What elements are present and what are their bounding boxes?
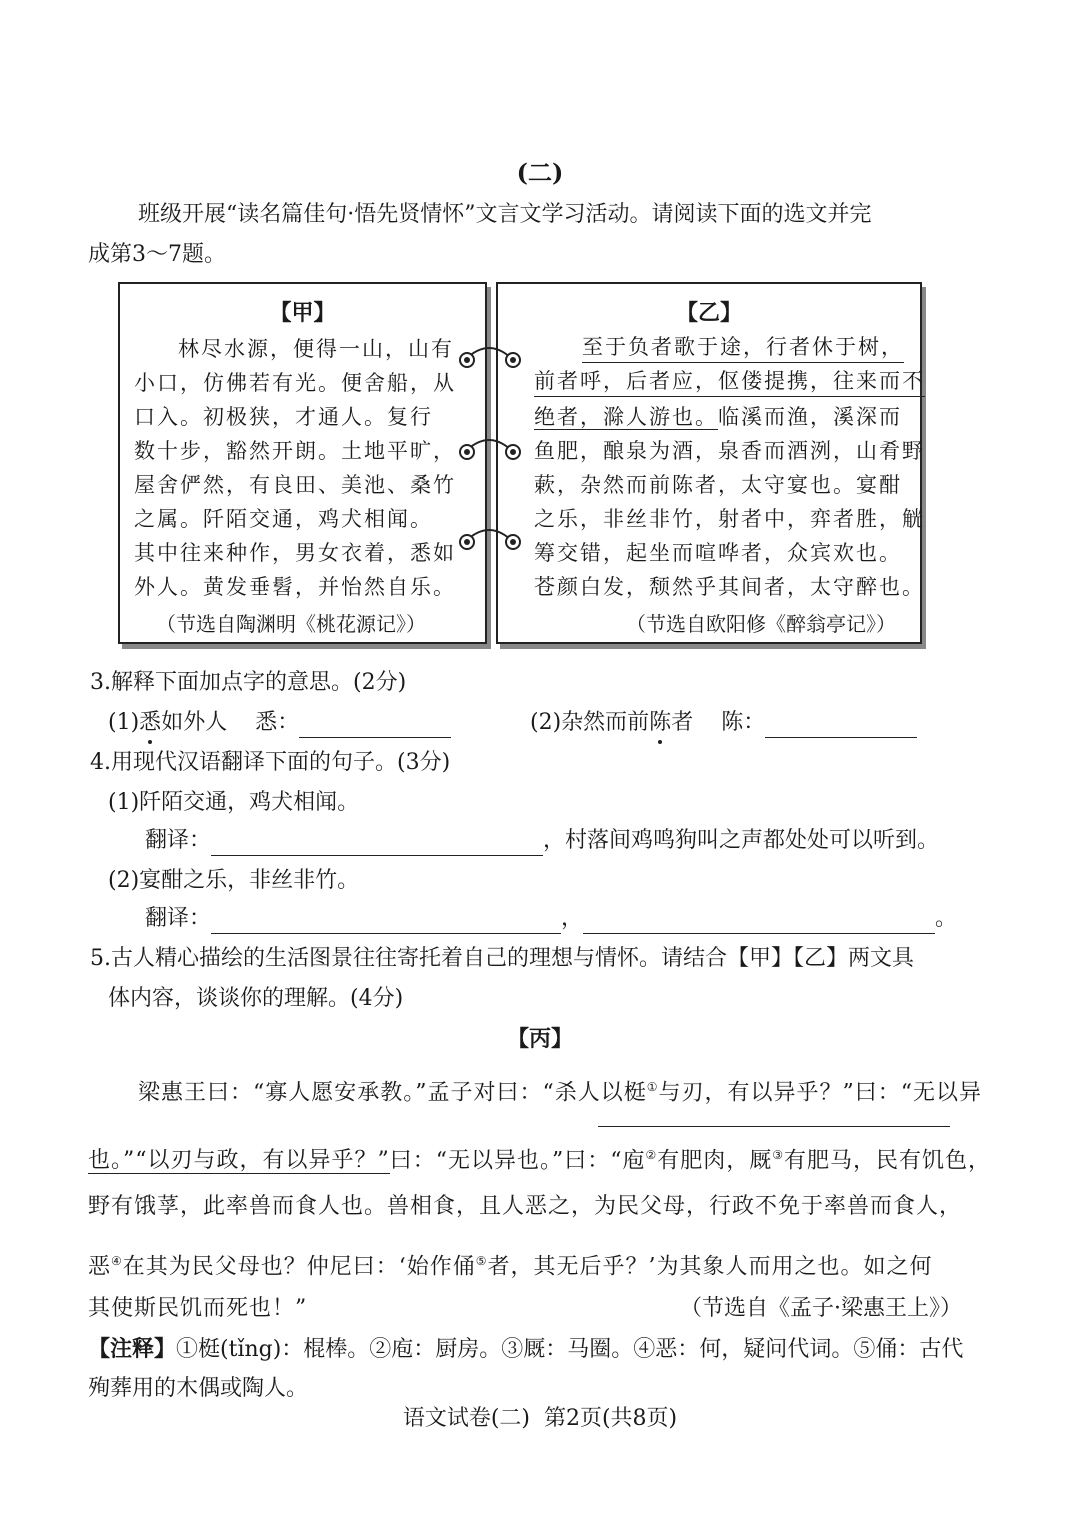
bing-underline-segment xyxy=(598,1126,950,1127)
note-marker: ③ xyxy=(772,1148,785,1162)
bing-text: 梁惠王曰：“寡人愿安承教。”孟子对曰：“杀人以梃 xyxy=(138,1080,647,1106)
bing-text: 曰：“无以异也。”曰：“庖 xyxy=(389,1148,646,1174)
q4-translation-2-blank-b[interactable] xyxy=(583,909,935,934)
passage-yi-header: 【乙】 xyxy=(675,300,742,326)
binder-ring-icon xyxy=(505,352,521,368)
yi-underlined-phrase: 绝者，滁人游也。 xyxy=(534,405,718,429)
binder-ring-icon xyxy=(459,352,475,368)
q4-translation-2-period: 。 xyxy=(935,906,958,931)
jia-line: 数十步，豁然开朗。土地平旷， xyxy=(134,439,456,463)
q3-part2-phrase-end: 者 xyxy=(671,710,694,735)
note-marker: ④ xyxy=(111,1254,123,1268)
q4-translation-2-comma: ， xyxy=(561,906,584,931)
yi-line-rest: 临溪而渔，溪深而 xyxy=(718,405,902,429)
q4-sentence-2: (2)宴酣之乐，非丝非竹。 xyxy=(108,868,360,893)
q3-stem: 3.解释下面加点字的意思。(2分) xyxy=(90,670,407,695)
q3-part1 xyxy=(108,708,451,738)
jia-line: 其中往来种作，男女衣着，悉如 xyxy=(134,541,456,565)
jia-line: 外人。黄发垂髫，并怡然自乐。 xyxy=(134,575,456,599)
notes-label: 【注释】 xyxy=(88,1336,177,1362)
notes-line-1 xyxy=(88,1334,963,1365)
binder-ring-icon xyxy=(459,444,475,460)
jia-line: 口入。初极狭，才通人。复行 xyxy=(134,405,433,429)
passage-yi-box xyxy=(496,282,925,644)
bing-line: 其使斯民饥而死也！” xyxy=(88,1296,308,1321)
bing-text: 恶 xyxy=(88,1254,112,1280)
passage-jia-box xyxy=(118,282,487,644)
intro-line-2: 成第3～7题。 xyxy=(88,242,226,267)
binder-ring-icon xyxy=(505,534,521,550)
bing-line: 野有饿莩，此率兽而食人也。兽相食，且人恶之，为民父母，行政不免于率兽而食人， xyxy=(88,1194,963,1219)
yi-line-underlined: 前者呼，后者应，伛偻提携，往来而不 xyxy=(534,366,925,397)
intro-line-1: 班级开展“读名篇佳句·悟先贤情怀”文言文学习活动。请阅读下面的选文并完 xyxy=(138,202,872,227)
yi-line xyxy=(534,400,902,434)
q3-part1-answer-blank[interactable] xyxy=(299,713,451,738)
q3-part2-answer-blank[interactable] xyxy=(765,713,917,738)
binder-ring-icon xyxy=(505,444,521,460)
q4-translation-2 xyxy=(145,904,957,934)
bing-line xyxy=(88,1140,991,1176)
q4-sentence-1: (1)阡陌交通，鸡犬相闻。 xyxy=(108,790,360,815)
q4-translation-1-blank[interactable] xyxy=(211,831,543,856)
q4-translation-1 xyxy=(145,826,939,856)
q3-part1-phrase: 如外人 xyxy=(161,710,228,735)
notes-line-2: 殉葬用的木偶或陶人。 xyxy=(88,1376,309,1401)
notes-text: ①梃(tǐng)：棍棒。②庖：厨房。③厩：马圈。④恶：何，疑问代词。⑤俑：古代 xyxy=(176,1337,964,1362)
dotted-char: 悉 xyxy=(139,710,162,735)
bing-text: 与刃，有以异乎？”曰：“无以异 xyxy=(658,1080,983,1106)
section-title: (二) xyxy=(516,158,564,187)
q3-part1-label: 悉： xyxy=(255,710,300,735)
yi-line: 鱼肥，酿泉为酒，泉香而酒洌，山肴野 xyxy=(534,439,925,463)
passage-jia-header: 【甲】 xyxy=(269,300,336,326)
passage-bing-source: （节选自《孟子·梁惠王上》） xyxy=(680,1296,962,1321)
bing-text: 者，其无后乎？’为其象人而用之也。如之何 xyxy=(487,1254,933,1280)
bing-text: 有肥肉，厩 xyxy=(657,1148,773,1174)
q4-translation-1-tail: ，村落间鸡鸣狗叫之声都处处可以听到。 xyxy=(543,828,940,853)
q3-part2 xyxy=(530,708,917,738)
jia-line: 林尽水源，便得一山，山有 xyxy=(178,337,454,361)
yi-line: 之乐，非丝非竹，射者中，弈者胜，觥 xyxy=(534,507,925,531)
passage-jia-source: （节选自陶渊明《桃花源记》） xyxy=(156,612,426,636)
q4-stem: 4.用现代汉语翻译下面的句子。(3分) xyxy=(90,750,451,775)
bing-text: 在其为民父母也？仲尼曰：‘始作俑 xyxy=(122,1254,476,1280)
page-footer: 语文试卷(二) 第2页(共8页) xyxy=(402,1406,678,1431)
bing-line xyxy=(88,1246,933,1282)
jia-line: 之属。阡陌交通，鸡犬相闻。 xyxy=(134,507,433,531)
q3-part1-number: (1) xyxy=(108,710,140,735)
translation-label: 翻译： xyxy=(145,828,212,853)
q5-line-1: 5.古人精心描绘的生活图景往往寄托着自己的理想与情怀。请结合【甲】【乙】两文具 xyxy=(90,946,914,971)
yi-line: 筹交错，起坐而喧哗者，众宾欢也。 xyxy=(534,541,902,565)
q5-line-2: 体内容，谈谈你的理解。(4分) xyxy=(108,986,404,1011)
jia-line: 屋舍俨然，有良田、美池、桑竹 xyxy=(134,473,456,497)
q3-part2-label: 陈： xyxy=(721,710,766,735)
bing-underlined-text: 也。”“以刃与政，有以异乎？” xyxy=(88,1148,390,1174)
passage-bing-header: 【丙】 xyxy=(506,1026,573,1052)
bing-text: 有肥马，民有饥色， xyxy=(784,1148,992,1174)
q4-translation-2-blank-a[interactable] xyxy=(211,909,561,934)
note-marker: ① xyxy=(646,1080,659,1094)
note-marker: ② xyxy=(645,1148,658,1162)
yi-line: 蔌，杂然而前陈者，太守宴也。宴酣 xyxy=(534,473,902,497)
passage-yi-source: （节选自欧阳修《醉翁亭记》） xyxy=(626,612,896,636)
q3-part2-phrase-start: (2)杂然而前 xyxy=(530,710,650,735)
note-marker: ⑤ xyxy=(475,1254,488,1268)
jia-line: 小口，仿佛若有光。便舍船，从 xyxy=(134,371,456,395)
yi-line: 苍颜白发，颓然乎其间者，太守醉也。 xyxy=(534,575,925,599)
dotted-char: 陈 xyxy=(649,710,672,735)
translation-label: 翻译： xyxy=(145,906,212,931)
bing-line xyxy=(138,1072,982,1108)
binder-ring-icon xyxy=(459,534,475,550)
yi-line-underlined: 至于负者歌于途，行者休于树， xyxy=(582,332,904,363)
